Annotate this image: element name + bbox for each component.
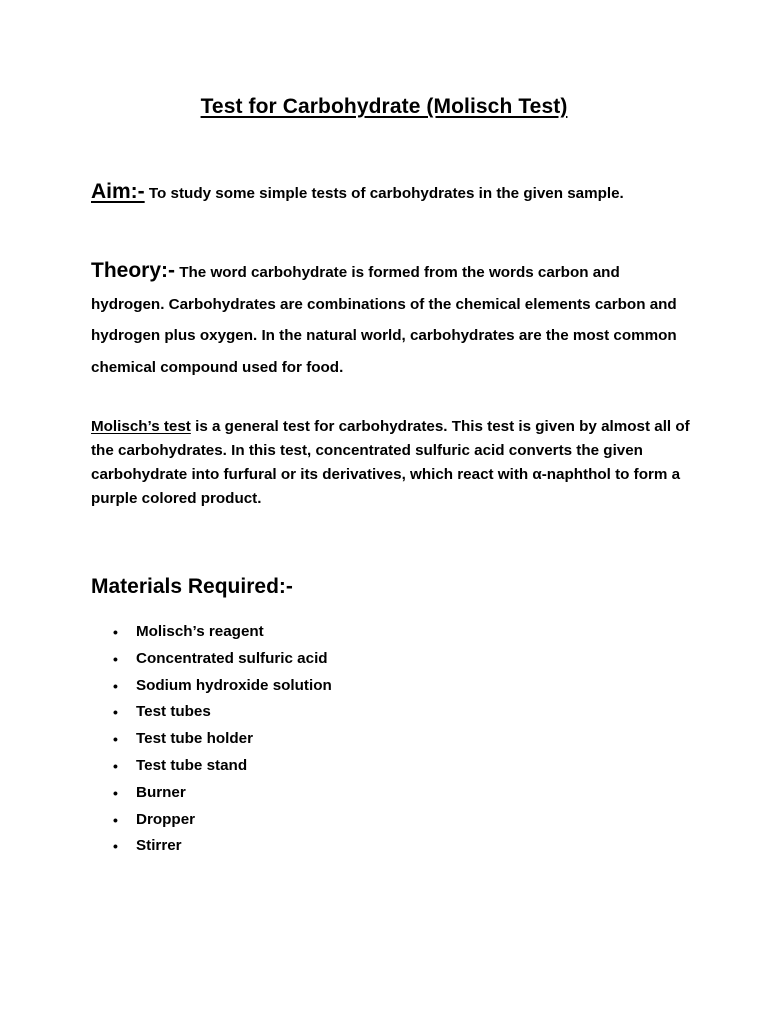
bullet-icon: • <box>113 731 118 748</box>
bullet-icon: • <box>113 704 118 721</box>
bullet-icon: • <box>113 811 118 828</box>
bullet-icon: • <box>113 838 118 855</box>
list-item-text: Stirrer <box>136 837 182 855</box>
aim-label: Aim:- <box>91 180 145 203</box>
theory-section <box>91 255 691 383</box>
aim-section <box>91 178 691 207</box>
molisch-text: is a general test for carbohydrates. This test is given by almost all of the carbohydrates. In this test, concentrated sulfuric acid converts the given carbohydrate into furfural or its derivatives, which react with α-naphthol to form a purple colored product. <box>91 418 690 507</box>
theory-text: The word carbohydrate is formed from the words carbon and hydrogen. Carbohydrates are combinations of the chemical elements carbon and hydrogen plus oxygen. In the natural world, carbohydrates are the most common chemical compound used for food. <box>91 264 677 376</box>
molisch-paragraph <box>91 415 691 511</box>
theory-label: Theory:- <box>91 259 175 282</box>
page-title: Test for Carbohydrate (Molisch Test) <box>200 95 568 118</box>
list-item-text: Burner <box>136 783 186 801</box>
list-item-text: Test tube stand <box>136 756 248 774</box>
aim-text: To study some simple tests of carbohydrates in the given sample. <box>148 185 624 202</box>
list-item-text: Test tube holder <box>136 730 254 748</box>
list-item-text: Concentrated sulfuric acid <box>136 649 328 667</box>
molisch-test-term: Molisch’s test <box>91 418 191 435</box>
list-item-text: Molisch’s reagent <box>136 623 264 640</box>
materials-heading: Materials Required:- <box>91 575 293 598</box>
list-item-text: Dropper <box>136 810 196 828</box>
bullet-icon: • <box>113 677 118 694</box>
bullet-icon: • <box>113 650 118 667</box>
bullet-icon: • <box>113 624 118 640</box>
bullet-icon: • <box>113 784 118 801</box>
list-item-text: Test tubes <box>136 703 211 721</box>
list-item-text: Sodium hydroxide solution <box>136 676 332 694</box>
bullet-icon: • <box>113 757 118 774</box>
